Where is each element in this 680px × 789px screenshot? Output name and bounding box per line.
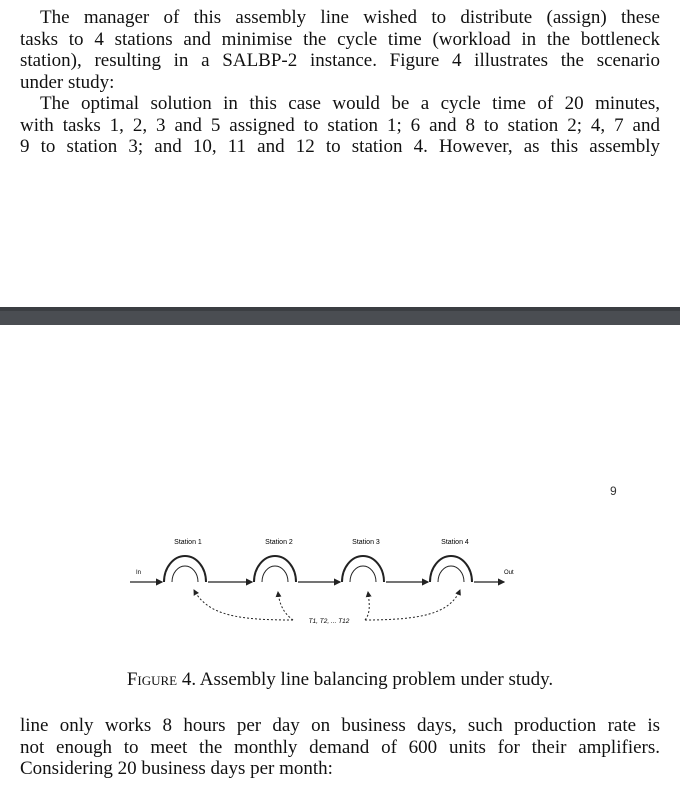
station-2-label: Station 2 — [265, 539, 293, 546]
station-4-arc — [430, 556, 472, 582]
station-1-arc — [164, 556, 206, 582]
in-label: In — [136, 570, 142, 576]
page-number: 9 — [610, 484, 617, 498]
paragraph-2 — [20, 93, 660, 158]
text-line: Considering 20 business days per month: — [20, 758, 333, 779]
station-1-label: Station 1 — [174, 539, 202, 546]
text-line: The manager of this assembly line wished to distribute (assign) these — [40, 7, 660, 28]
assembly-line-diagram — [120, 530, 540, 630]
paragraph-3 — [20, 715, 660, 780]
text-line: with tasks 1, 2, 3 and 5 assigned to station 1; 6 and 8 to station 2; 4, 7 and — [20, 114, 660, 136]
text-line: 9 to station 3; and 10, 11 and 12 to station 4. However, as this assembly — [20, 136, 660, 157]
station-4-label: Station 4 — [441, 539, 469, 546]
tasks-label: T1, T2, ... T12 — [308, 618, 350, 625]
station-arcs — [164, 556, 472, 582]
station-3-label: Station 3 — [352, 539, 380, 546]
station-2-arc — [254, 556, 296, 582]
caption-text: 4. Assembly line balancing problem under study. — [181, 669, 554, 690]
text-line: line only works 8 hours per day on business days, such production rate is — [20, 715, 660, 736]
figure-caption — [0, 669, 680, 691]
task-dashed-lines — [194, 590, 460, 620]
paragraph-1 — [20, 7, 660, 93]
station-3-arc — [342, 556, 384, 582]
divider-shade — [0, 307, 680, 311]
out-label: Out — [504, 570, 514, 576]
text-line: The optimal solution in this case would be a cycle time of 20 minutes, — [40, 93, 660, 114]
station-inner-arcs — [172, 566, 464, 582]
text-line: under study: — [20, 71, 115, 93]
caption-prefix: Figure — [126, 669, 178, 690]
text-line: station), resulting in a SALBP-2 instance. Figure 4 illustrates the scenario — [20, 50, 660, 71]
assembly-line-figure — [120, 530, 540, 630]
page-divider — [0, 307, 680, 325]
text-line: tasks to 4 stations and minimise the cycle time (workload in the bottleneck — [20, 28, 660, 50]
text-line: not enough to meet the monthly demand of 600 units for their amplifiers. — [20, 736, 660, 758]
